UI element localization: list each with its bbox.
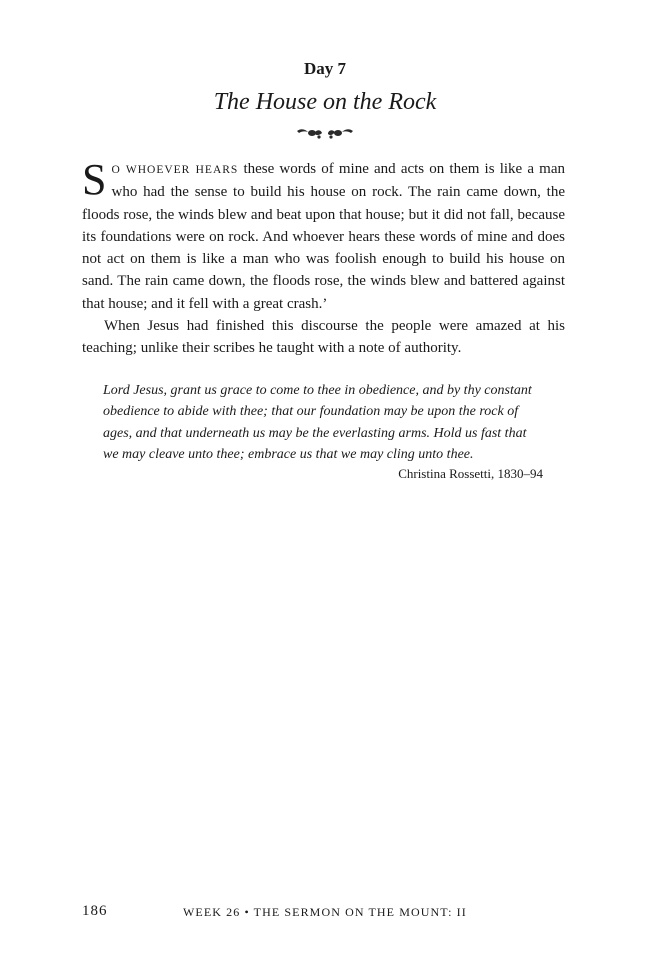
running-footer: WEEK 26 • THE SERMON ON THE MOUNT: II [183, 905, 467, 919]
day-label: Day 7 [303, 59, 347, 78]
passage-paragraph-1-text: these words of mine and acts on them is like a man who had the sense to build his house on rock. The rain came down, the floods rose, the winds blew and beat upon that house; but it did not fall, because its foundations were on rock. And whoever hears these words of mine and does not act on them is like a man who was foolish enough to build his house on sand. The rain came down, the floods rose, the winds blew and battered against that house; and it fell with a great crash.’ [82, 161, 565, 312]
passage-paragraph-2: When Jesus had finished this discourse the people were amazed at his teaching; unlike their scribes he taught with a note of authority. [82, 318, 565, 357]
passage-paragraph-1 [82, 155, 565, 315]
page-number: 186 [82, 903, 108, 919]
page-title: The House on the Rock [213, 89, 437, 115]
prayer-block [103, 380, 543, 482]
lead-small-caps: O WHOEVER HEARS [111, 164, 239, 176]
prayer-text: Lord Jesus, grant us grace to come to thee in obedience, and by thy constant obedience to abide with thee; that our foundation may be upon the rock of ages, and that underneath us may be the everlasting arms. Hold us fast that we may cleave unto thee; embrace us that we may cling unto thee. [103, 383, 532, 462]
drop-cap: S [82, 155, 107, 204]
prayer-attribution: Christina Rossetti, 1830–94 [398, 466, 543, 482]
floral-fleuron-icon [295, 126, 355, 140]
scripture-passage [82, 155, 565, 360]
